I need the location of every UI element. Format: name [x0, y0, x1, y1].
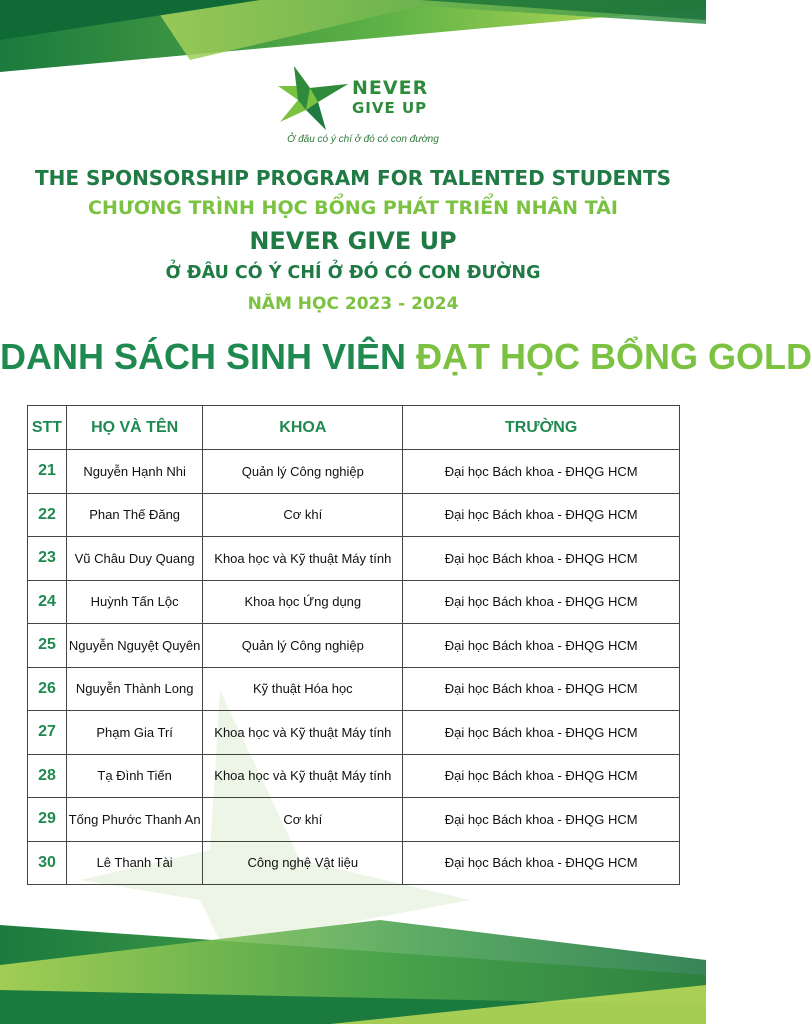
cell-stt: 23 — [28, 537, 67, 581]
cell-university: Đại học Bách khoa - ĐHQG HCM — [403, 580, 680, 624]
cell-faculty: Khoa học và Kỹ thuật Máy tính — [203, 711, 403, 755]
cell-university: Đại học Bách khoa - ĐHQG HCM — [403, 711, 680, 755]
table-row — [28, 493, 680, 537]
cell-stt: 26 — [28, 667, 67, 711]
cell-faculty: Quản lý Công nghiệp — [203, 450, 403, 494]
cell-faculty: Quản lý Công nghiệp — [203, 624, 403, 668]
cell-name: Vũ Châu Duy Quang — [66, 537, 202, 581]
cell-university: Đại học Bách khoa - ĐHQG HCM — [403, 798, 680, 842]
cell-stt: 27 — [28, 711, 67, 755]
table-row — [28, 450, 680, 494]
cell-faculty: Kỹ thuật Hóa học — [203, 667, 403, 711]
cell-name: Phan Thế Đăng — [66, 493, 202, 537]
cell-name: Phạm Gia Trí — [66, 711, 202, 755]
table-row — [28, 624, 680, 668]
program-slogan: Ở ĐÂU CÓ Ý CHÍ Ở ĐÓ CÓ CON ĐƯỜNG — [165, 263, 541, 283]
table-row — [28, 841, 680, 885]
cell-stt: 22 — [28, 493, 67, 537]
list-title — [0, 336, 812, 378]
logo — [276, 62, 446, 148]
cell-faculty: Khoa học và Kỹ thuật Máy tính — [203, 754, 403, 798]
cell-university: Đại học Bách khoa - ĐHQG HCM — [403, 841, 680, 885]
table-row — [28, 667, 680, 711]
header-name: HỌ VÀ TÊN — [66, 406, 202, 450]
program-title-english: THE SPONSORSHIP PROGRAM FOR TALENTED STUDENTS — [35, 166, 671, 190]
cell-university: Đại học Bách khoa - ĐHQG HCM — [403, 667, 680, 711]
list-title-part2: ĐẠT HỌC BỔNG GOLD — [416, 336, 812, 377]
table-row — [28, 580, 680, 624]
table-row — [28, 798, 680, 842]
cell-name: Lê Thanh Tài — [66, 841, 202, 885]
cell-university: Đại học Bách khoa - ĐHQG HCM — [403, 624, 680, 668]
cell-faculty: Cơ khí — [203, 798, 403, 842]
logo-text-never: NEVER — [352, 77, 429, 99]
list-title-part1: DANH SÁCH SINH VIÊN — [0, 336, 407, 377]
header-university: TRƯỜNG — [403, 406, 680, 450]
cell-university: Đại học Bách khoa - ĐHQG HCM — [403, 493, 680, 537]
cell-stt: 29 — [28, 798, 67, 842]
cell-university: Đại học Bách khoa - ĐHQG HCM — [403, 537, 680, 581]
table-header-row — [28, 406, 680, 450]
cell-name: Nguyễn Nguyệt Quyên — [66, 624, 202, 668]
school-year: NĂM HỌC 2023 - 2024 — [247, 294, 459, 314]
cell-stt: 30 — [28, 841, 67, 885]
cell-name: Huỳnh Tấn Lộc — [66, 580, 202, 624]
cell-faculty: Khoa học và Kỹ thuật Máy tính — [203, 537, 403, 581]
cell-stt: 21 — [28, 450, 67, 494]
cell-faculty: Cơ khí — [203, 493, 403, 537]
logo-text-give-up: GIVE UP — [352, 99, 428, 117]
program-title-vietnamese: CHƯƠNG TRÌNH HỌC BỔNG PHÁT TRIỂN NHÂN TÀI — [88, 197, 618, 219]
star-icon — [276, 62, 350, 134]
cell-name: Tạ Đình Tiến — [66, 754, 202, 798]
cell-university: Đại học Bách khoa - ĐHQG HCM — [403, 450, 680, 494]
cell-faculty: Khoa học Ứng dụng — [203, 580, 403, 624]
scholarship-table — [27, 405, 680, 885]
logo-tagline: Ở đâu có ý chí ở đó có con đường — [287, 134, 439, 145]
cell-name: Nguyễn Thành Long — [66, 667, 202, 711]
cell-name: Tống Phước Thanh An — [66, 798, 202, 842]
table-row — [28, 754, 680, 798]
program-name: NEVER GIVE UP — [249, 227, 457, 255]
table-row — [28, 711, 680, 755]
table-row — [28, 537, 680, 581]
cell-stt: 25 — [28, 624, 67, 668]
header-stt: STT — [28, 406, 67, 450]
header-faculty: KHOA — [203, 406, 403, 450]
cell-name: Nguyễn Hạnh Nhi — [66, 450, 202, 494]
cell-stt: 28 — [28, 754, 67, 798]
cell-faculty: Công nghệ Vật liệu — [203, 841, 403, 885]
cell-stt: 24 — [28, 580, 67, 624]
cell-university: Đại học Bách khoa - ĐHQG HCM — [403, 754, 680, 798]
